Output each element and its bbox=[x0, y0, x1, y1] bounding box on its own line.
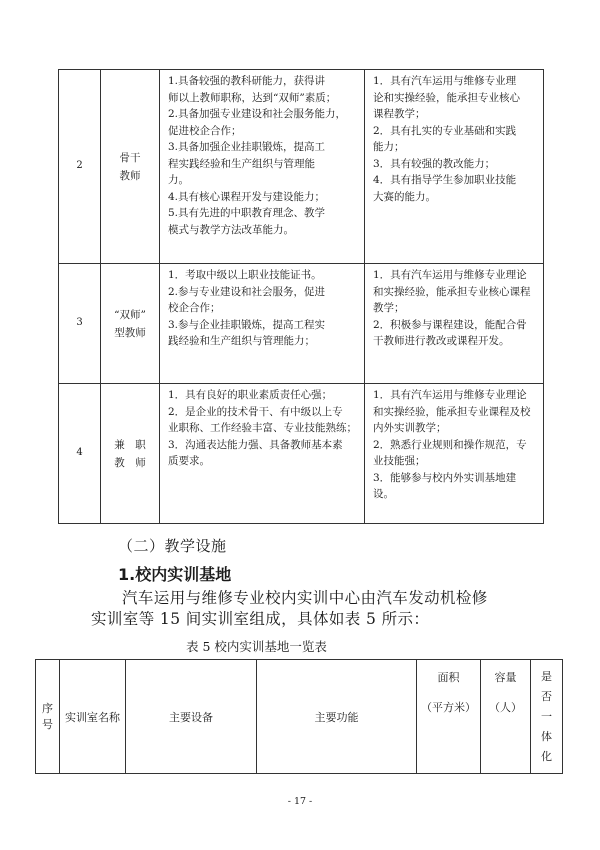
requirements-cell bbox=[160, 264, 365, 384]
responsibility-line: 设。 bbox=[373, 488, 394, 500]
requirement-line: 2.参与专业建设和社会服务，促进 bbox=[168, 285, 326, 298]
requirement-line: 业职称、工作经验丰富、专业技能熟练； bbox=[168, 422, 357, 434]
requirement-line: 校企合作； bbox=[168, 302, 221, 314]
responsibility-line: 内外实训教学； bbox=[373, 422, 447, 434]
responsibility-line: 1．具有汽车运用与维修专业理论 bbox=[373, 269, 527, 281]
requirement-line: 1．考取中级以上职业技能证书。 bbox=[168, 269, 322, 281]
requirement-line: 践经验和生产组织与管理能力； bbox=[168, 335, 315, 347]
teacher-type-line: “双师” bbox=[114, 308, 146, 321]
table-caption: 表 5 校内实训基地一览表 bbox=[186, 639, 327, 654]
requirement-line: 4.具有核心课程开发与建设能力； bbox=[168, 190, 326, 203]
header-function: 主要功能 bbox=[257, 660, 417, 774]
header-integrated: 是 否 一 体 化 bbox=[531, 660, 563, 774]
requirement-line: 3．沟通表达能力强、具备教师基本素 bbox=[168, 438, 343, 451]
requirement-line: 程实践经验和生产组织与管理能 bbox=[168, 157, 315, 170]
teacher-type bbox=[101, 384, 160, 524]
responsibility-line: 和实操经验，能承担专业课程及校 bbox=[373, 405, 531, 418]
requirement-line: 5.具有先进的中职教育理念、教学 bbox=[168, 207, 326, 219]
responsibility-line: 能力； bbox=[373, 141, 405, 153]
responsibilities-cell bbox=[365, 384, 544, 524]
header-equipment: 主要设备 bbox=[126, 660, 257, 774]
responsibility-line: 3．能够参与校内外实训基地建 bbox=[373, 471, 517, 484]
teacher-type-line: 兼 职 bbox=[114, 438, 146, 451]
responsibility-line: 2．具有扎实的专业基础和实践 bbox=[373, 124, 517, 137]
responsibility-line: 1．具有汽车运用与维修专业理 bbox=[373, 75, 517, 87]
responsibilities-cell bbox=[365, 264, 544, 384]
responsibility-line: 和实操经验，能承担专业核心课程 bbox=[373, 285, 531, 298]
responsibility-line: 课程教学； bbox=[373, 108, 426, 120]
table-header-row bbox=[36, 660, 563, 774]
requirements-cell bbox=[160, 70, 365, 264]
teacher-type bbox=[101, 70, 160, 264]
responsibility-line: 大赛的能力。 bbox=[373, 190, 436, 203]
training-base-table bbox=[35, 659, 563, 774]
table-row bbox=[59, 70, 544, 264]
requirement-line: 1．具有良好的职业素质责任心强； bbox=[168, 389, 333, 401]
responsibility-line: 3．具有较强的教改能力； bbox=[373, 157, 496, 170]
teacher-type-line: 教 师 bbox=[114, 456, 146, 469]
table-row bbox=[59, 264, 544, 384]
requirement-line: 师以上教师职称，达到“双师”素质； bbox=[168, 91, 337, 104]
teacher-type-line: 型教师 bbox=[114, 326, 146, 339]
paragraph-line-1: 汽车运用与维修专业校内实训中心由汽车发动机检修 bbox=[122, 589, 488, 607]
responsibility-line: 2．熟悉行业规则和操作规范，专 bbox=[373, 438, 527, 451]
teacher-type bbox=[101, 264, 160, 384]
header-seq: 序 号 bbox=[36, 660, 60, 774]
header-area: 面积 （平方米） bbox=[417, 660, 481, 774]
section-title: （二）教学设施 bbox=[118, 537, 227, 555]
header-capacity: 容量 （人） bbox=[481, 660, 531, 774]
requirement-line: 2．是企业的技术骨干、有中级以上专 bbox=[168, 405, 343, 418]
requirement-line: 3.具备加强企业挂职锻炼，提高工 bbox=[168, 141, 326, 153]
requirement-line: 1.具备较强的教科研能力，获得讲 bbox=[168, 75, 326, 87]
page-number: - 17 - bbox=[287, 796, 313, 807]
responsibility-line: 1．具有汽车运用与维修专业理论 bbox=[373, 389, 527, 401]
responsibility-line: 业技能强； bbox=[373, 455, 426, 467]
row-number: 4 bbox=[59, 384, 101, 524]
responsibility-line: 2．积极参与课程建设，能配合骨 bbox=[373, 318, 527, 331]
requirement-line: 质要求。 bbox=[168, 455, 210, 467]
teacher-type-line: 教师 bbox=[119, 169, 141, 182]
row-number: 2 bbox=[59, 70, 101, 264]
responsibility-line: 干教师进行教改或课程开发。 bbox=[373, 335, 510, 347]
responsibilities-cell bbox=[365, 70, 544, 264]
paragraph-line-2: 实训室等 15 间实训室组成，具体如表 5 所示： bbox=[91, 610, 430, 628]
responsibility-line: 4．具有指导学生参加职业技能 bbox=[373, 174, 517, 186]
responsibility-line: 教学； bbox=[373, 302, 405, 314]
requirement-line: 促进校企合作； bbox=[168, 124, 242, 137]
requirement-line: 模式与教学方法改革能力。 bbox=[168, 223, 294, 236]
subsection-title: 1.校内实训基地 bbox=[118, 565, 232, 584]
requirements-cell bbox=[160, 384, 365, 524]
header-room-name: 实训室名称 bbox=[60, 660, 126, 774]
requirement-line: 3.参与企业挂职锻炼，提高工程实 bbox=[168, 318, 326, 331]
table-row bbox=[59, 384, 544, 524]
requirement-line: 2.具备加强专业建设和社会服务能力， bbox=[168, 108, 347, 120]
teacher-type-line: 骨干 bbox=[119, 151, 141, 164]
body-paragraph bbox=[91, 588, 511, 630]
row-number: 3 bbox=[59, 264, 101, 384]
requirement-line: 力。 bbox=[168, 174, 189, 186]
responsibility-line: 论和实操经验，能承担专业核心 bbox=[373, 91, 520, 104]
teacher-requirements-table bbox=[58, 69, 544, 524]
